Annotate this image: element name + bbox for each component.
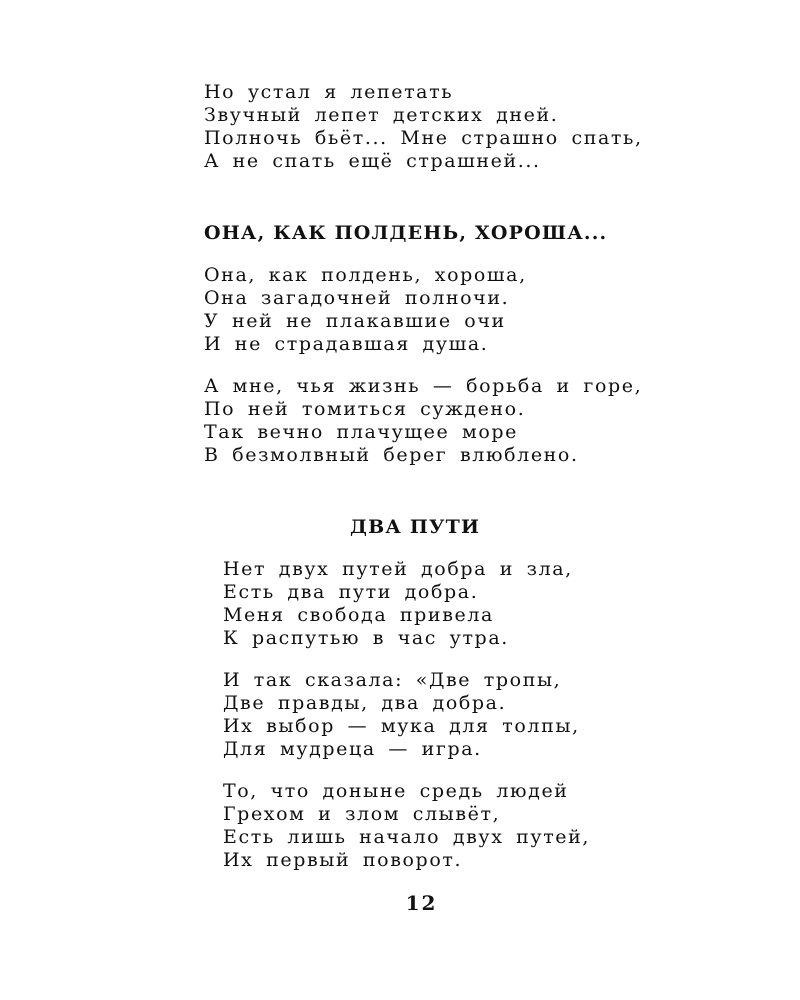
poem-title: ОНА, КАК ПОЛДЕНЬ, ХОРОША...	[204, 222, 608, 244]
poem-line: Меня свобода привела	[223, 604, 494, 626]
poem-line: Для мудреца — игра.	[223, 738, 482, 760]
poem-stanza	[223, 669, 580, 761]
poem-stanza	[223, 558, 573, 650]
poem-line: И не страдавшая душа.	[204, 333, 489, 355]
poem-line: Но устал я лепетать	[204, 81, 454, 103]
poem-line: Полночь бьёт... Мне страшно спать,	[204, 127, 643, 149]
poem-title: ДВА ПУТИ	[350, 516, 481, 538]
poem-line: Есть два пути добра.	[223, 581, 479, 603]
stanza-previous-poem-ending	[204, 81, 643, 173]
poem-line: Нет двух путей добра и зла,	[223, 558, 573, 580]
poem-line: То, что доныне средь людей	[223, 780, 569, 802]
poem-line: Их выбор — мука для толпы,	[223, 715, 580, 737]
page-number: 12	[405, 891, 438, 915]
poem-stanza	[204, 264, 527, 356]
poem-line: А мне, чья жизнь — борьба и горе,	[204, 375, 643, 397]
poem-line: К распутью в час утра.	[223, 627, 509, 649]
poem-line: Она загадочней полночи.	[204, 287, 510, 309]
poem-stanza	[204, 375, 642, 467]
poem-line: В безмолвный берег влюблено.	[204, 444, 579, 466]
poem-line: У ней не плакавшие очи	[204, 310, 506, 332]
poem-line: По ней томиться суждено.	[204, 398, 526, 420]
poem-stanza	[223, 780, 590, 872]
poem-line: А не спать ещё страшней...	[204, 150, 541, 172]
poem-line: Грехом и злом слывёт,	[223, 803, 501, 825]
poem-line: Их первый поворот.	[223, 849, 463, 871]
poem-line: Есть лишь начало двух путей,	[223, 826, 591, 848]
poem-line: Звучный лепет детских дней.	[204, 104, 559, 126]
poem-line: Так вечно плачущее море	[204, 421, 518, 443]
poem-line: Она, как полдень, хороша,	[204, 264, 527, 286]
poem-line: Две правды, два добра.	[223, 692, 507, 714]
poem-line: И так сказала: «Две тропы,	[223, 669, 562, 691]
